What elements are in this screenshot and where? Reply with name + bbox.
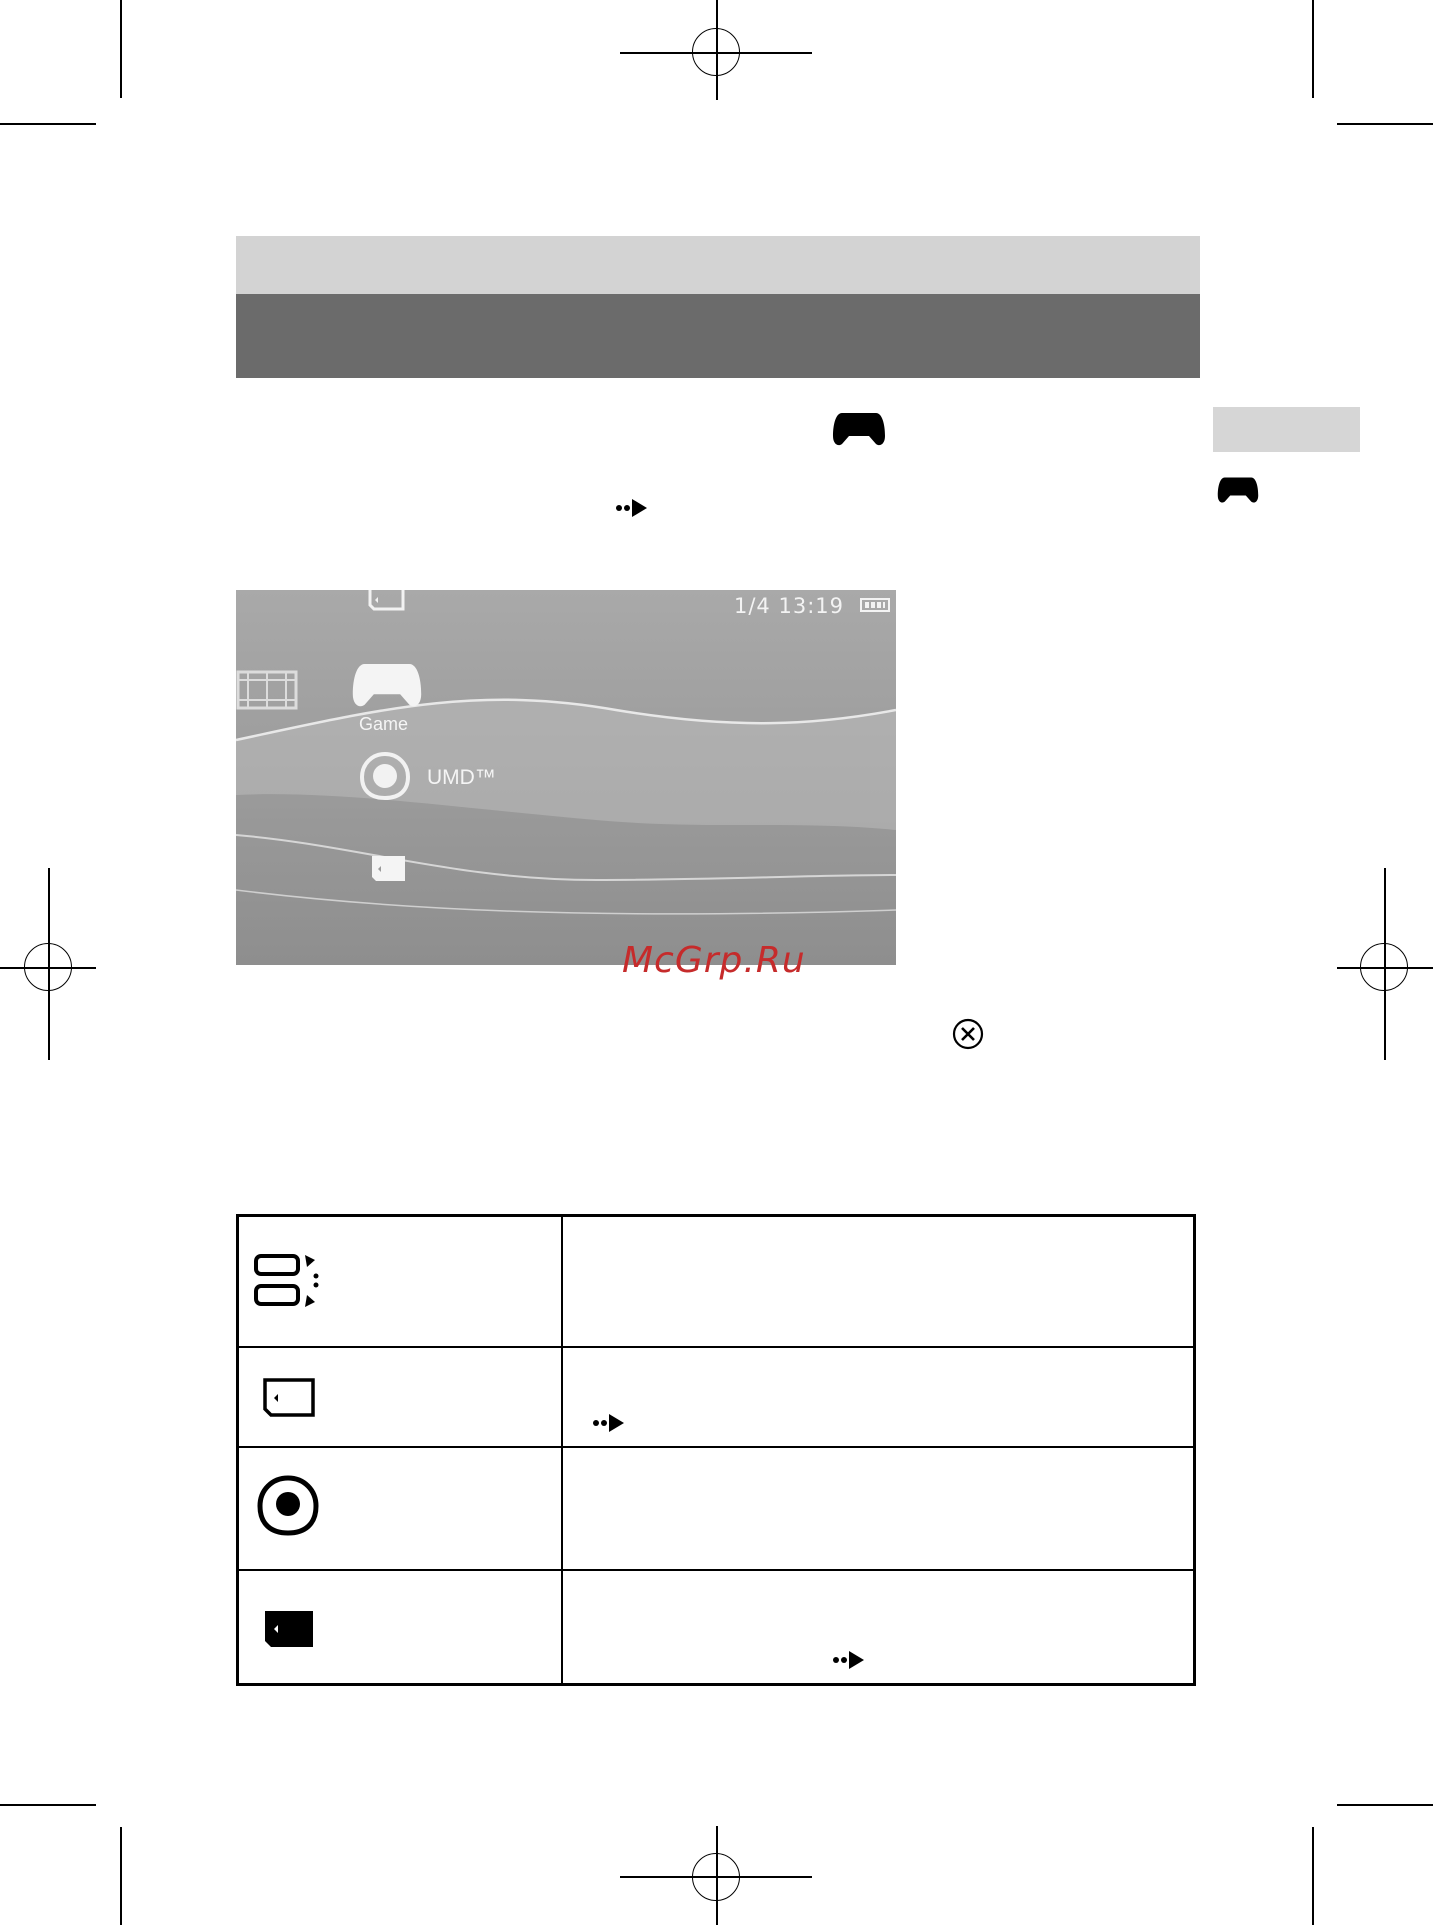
game-controller-icon-side	[1217, 475, 1259, 505]
menu-item-game-label[interactable]: Game	[359, 714, 409, 734]
battery-icon	[860, 598, 890, 612]
page-reference-arrow-icon	[615, 497, 649, 519]
cross-button-icon	[952, 1018, 984, 1050]
table-row	[239, 1569, 1193, 1686]
menu-item-umd-label[interactable]: UMD™	[427, 766, 496, 789]
memory-card-icon[interactable]	[366, 590, 406, 612]
video-film-icon[interactable]	[236, 668, 298, 712]
game-controller-icon	[832, 410, 886, 448]
page-reference-arrow-icon	[832, 1649, 866, 1671]
crop-mark	[0, 1804, 96, 1806]
side-tab	[1213, 407, 1360, 452]
game-controller-icon[interactable]	[351, 660, 423, 710]
crop-mark	[1312, 0, 1314, 98]
psp-home-menu-screen	[236, 590, 896, 965]
umd-disc-icon[interactable]	[360, 752, 410, 802]
status-time: 13:19	[778, 594, 844, 618]
memory-stick-icon[interactable]	[368, 854, 408, 884]
crop-mark	[120, 1827, 122, 1925]
status-date-time	[734, 594, 844, 618]
status-date: 1/4	[733, 594, 771, 618]
page-reference-arrow-icon	[592, 1412, 626, 1434]
crop-mark	[120, 0, 122, 98]
crop-mark	[1337, 1804, 1433, 1806]
umd-disc-icon	[257, 1475, 319, 1537]
icon-table	[236, 1214, 1196, 1686]
header-band-dark	[236, 294, 1200, 378]
header-band-light	[236, 236, 1200, 294]
crop-mark	[0, 123, 96, 125]
table-row	[239, 1346, 1193, 1446]
crop-mark	[1312, 1827, 1314, 1925]
memory-stick-filled-icon	[261, 1608, 317, 1650]
memory-stick-outline-icon	[261, 1377, 317, 1419]
game-sharing-icon	[253, 1252, 325, 1312]
background-waves	[236, 590, 896, 965]
table-row	[239, 1446, 1193, 1569]
table-row	[239, 1217, 1193, 1346]
watermark-text: McGrp.Ru	[622, 940, 806, 981]
crop-mark	[1337, 123, 1433, 125]
